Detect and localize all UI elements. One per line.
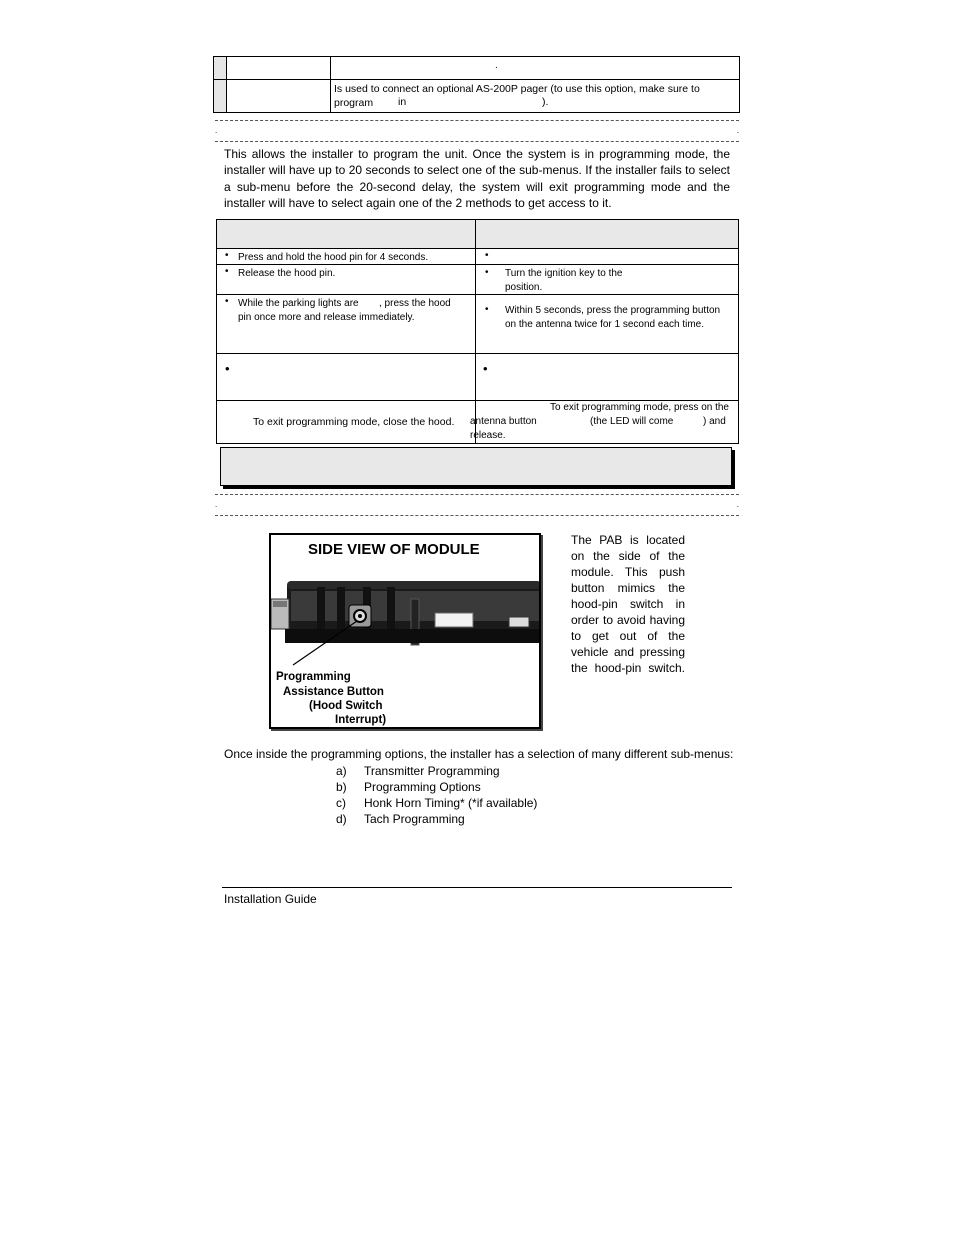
pager-option-text: Is used to connect an optional AS-200P pager (to use this option, make sure to program — [334, 83, 700, 109]
antenna-method-exit-b1: antenna button — [470, 416, 537, 427]
hood-method-step-3c: pin once more and release immediately. — [238, 312, 415, 323]
figure-label-1: Programming — [276, 671, 351, 683]
programming-mode-description: This allows the installer to program the unit. Once the system is in programming mode, the installer will have up to 20 seconds to select one of the sub-menus. If the installer fails to select a sub-menu before the 20-second delay, the system will exit programming mode and the installer will have to select again one of the 2 methods to get access to it. — [224, 147, 730, 211]
antenna-method-exit-b3: ) and — [703, 416, 726, 427]
section-heading-programming-mode: . . — [215, 120, 739, 142]
antenna-method-exit-a: To exit programming mode, press on the — [550, 402, 729, 413]
hood-method-step-3b: , press the hood — [379, 298, 451, 309]
pager-option-text-3: ). — [542, 96, 549, 108]
figure-label-3: (Hood Switch — [309, 700, 383, 712]
options-table — [213, 56, 740, 113]
hood-method-step-2: Release the hood pin. — [238, 268, 336, 279]
antenna-method-step-3b: on the antenna twice for 1 second each time. — [505, 319, 705, 330]
options-table-shaded-column — [214, 57, 227, 112]
pab-description: The PAB is located on the side of the module. This push button mimics the hood-pin switch in order to avoid having to get out of the vehicle and pressing the hood-pin switch. — [571, 533, 685, 675]
options-row1-text: . — [495, 60, 498, 71]
antenna-method-exit-b2: (the LED will come — [590, 416, 674, 427]
antenna-method-step-2b: position. — [505, 282, 543, 293]
hood-method-exit: To exit programming mode, close the hood. — [253, 416, 455, 428]
antenna-method-step-3a: Within 5 seconds, press the programming button — [505, 305, 721, 316]
submenu-intro: Once inside the programming options, the installer has a selection of many different sub-menus: — [224, 747, 734, 761]
pager-option-text-2: in — [398, 96, 407, 108]
footer-text: Installation Guide — [224, 892, 317, 906]
options-table-row-1 — [214, 57, 739, 79]
footer-divider — [222, 887, 732, 888]
figure-label-4: Interrupt) — [335, 714, 387, 726]
module-side-view-figure — [269, 533, 541, 729]
hood-method-step-3a: While the parking lights are — [238, 298, 359, 309]
antenna-method-step-2a: Turn the ignition key to the — [505, 268, 623, 279]
figure-label-2: Assistance Button — [283, 686, 384, 698]
programming-methods-table: • Press and hold the hood pin for 4 seconds. • Release the hood pin. • While the parking lights are , press the hood pin once more and release immediately. • To exit programming mode, close the hood. • • Turn the ignition key to the position. • Within 5 seconds, press the programming button on the antenna twice for 1 second each time. • To exit programming mode, press on the antenna button (the LED will come ) and release. — [216, 219, 739, 444]
figure-title: SIDE VIEW OF MODULE — [308, 541, 480, 558]
note-box — [220, 447, 732, 486]
antenna-method-exit-c: release. — [470, 430, 506, 441]
methods-table-header — [217, 220, 738, 249]
hood-method-step-1: Press and hold the hood pin for 4 seconds. — [238, 252, 429, 263]
section-heading-pab: . . — [215, 494, 739, 516]
